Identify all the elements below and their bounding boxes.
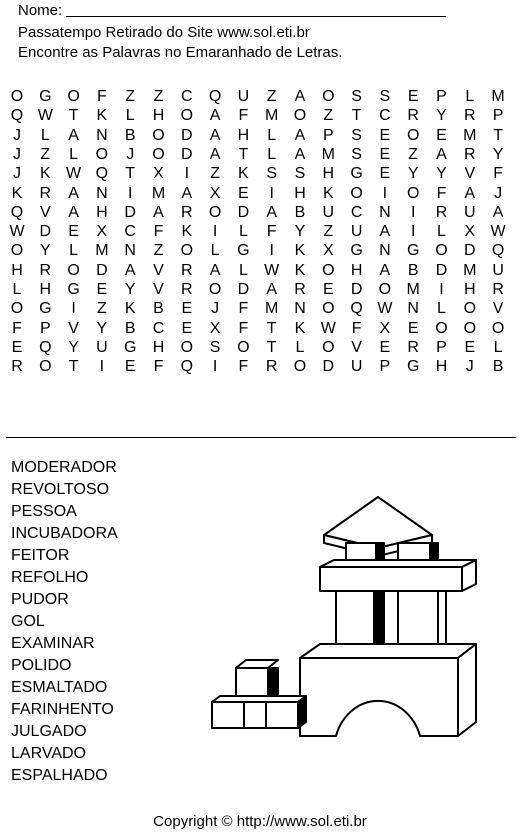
grid-letter: D	[435, 261, 448, 279]
grid-letter: K	[294, 242, 306, 260]
grid-letter: F	[493, 165, 503, 183]
grid-letter: E	[124, 358, 136, 376]
grid-letter: S	[266, 165, 278, 183]
word-list-item: ESPALHADO	[11, 767, 108, 784]
grid-letter: E	[379, 338, 391, 356]
grid-letter: E	[407, 88, 419, 105]
grid-letter: Y	[96, 319, 108, 337]
grid-letter: Q	[10, 107, 24, 125]
grid-letter: N	[96, 126, 108, 144]
grid-letter: E	[436, 126, 447, 144]
grid-letter: H	[152, 338, 165, 356]
grid-letter: F	[153, 223, 164, 241]
grid-letter: W	[320, 319, 336, 337]
grid-letter: I	[99, 358, 105, 376]
grid-letter: C	[152, 319, 165, 337]
grid-letter: Y	[294, 223, 306, 241]
grid-letter: Y	[39, 242, 51, 260]
grid-letter: H	[435, 358, 448, 376]
grid-letter: D	[350, 281, 363, 298]
page-subtitle: Passatempo Retirado do Site www.sol.eti.br	[18, 24, 310, 41]
grid-letter: J	[211, 300, 220, 318]
grid-letter: S	[379, 88, 391, 105]
word-list-item: GOL	[11, 613, 45, 630]
grid-letter: Q	[39, 338, 52, 356]
divider	[6, 437, 516, 438]
grid-letter: Z	[323, 223, 334, 241]
grid-letter: O	[152, 145, 165, 163]
grid-letter: R	[181, 203, 193, 221]
grid-letter: L	[437, 300, 446, 318]
grid-letter: F	[238, 300, 249, 318]
grid-letter: B	[124, 126, 136, 144]
grid-letter: F	[97, 88, 107, 105]
grid-letter: O	[293, 107, 307, 125]
instructions: Encontre as Palavras no Emaranhado de Letras.	[18, 44, 343, 61]
grid-letter: O	[350, 184, 363, 202]
word-list-item: LARVADO	[11, 745, 86, 762]
grid-letter: P	[436, 88, 447, 105]
grid-letter: I	[269, 242, 274, 260]
grid-letter: D	[181, 145, 193, 163]
grid-letter: Z	[153, 88, 164, 105]
grid-letter: Z	[40, 145, 51, 163]
grid-letter: Q	[491, 242, 505, 260]
grid-letter: E	[181, 300, 193, 318]
grid-letter: N	[124, 242, 136, 260]
grid-letter: O	[10, 242, 24, 260]
grid-letter: P	[322, 126, 334, 144]
grid-letter: I	[212, 223, 218, 241]
grid-letter: M	[321, 145, 335, 163]
grid-letter: G	[39, 88, 52, 105]
grid-letter: E	[407, 319, 419, 337]
grid-letter: B	[492, 358, 504, 376]
grid-letter: G	[350, 242, 363, 260]
grid-letter: L	[238, 223, 248, 241]
word-list-item: PESSOA	[11, 503, 77, 520]
grid-letter: R	[181, 281, 193, 298]
grid-letter: A	[181, 184, 193, 202]
copyright-footer: Copyright © http://www.sol.eti.br	[153, 813, 367, 830]
grid-letter: I	[71, 300, 76, 318]
grid-letter: A	[492, 203, 504, 221]
grid-letter: M	[491, 88, 505, 105]
grid-letter: R	[435, 203, 448, 221]
grid-letter: T	[238, 145, 249, 163]
grid-letter: I	[410, 223, 416, 241]
grid-letter: O	[10, 300, 24, 318]
grid-letter: L	[267, 126, 277, 144]
grid-letter: K	[39, 165, 51, 183]
grid-letter: W	[264, 261, 280, 279]
grid-letter: Q	[350, 300, 363, 318]
word-list-item: EXAMINAR	[11, 635, 95, 652]
grid-letter: P	[436, 338, 447, 356]
grid-letter: H	[39, 281, 52, 298]
grid-letter: T	[68, 107, 79, 125]
grid-letter: R	[294, 281, 306, 298]
grid-letter: O	[152, 126, 165, 144]
grid-letter: Z	[125, 88, 136, 105]
grid-letter: R	[492, 281, 504, 298]
grid-letter: W	[66, 165, 82, 183]
grid-letter: R	[11, 358, 23, 376]
grid-letter: E	[464, 338, 476, 356]
grid-letter: H	[464, 281, 476, 298]
grid-letter: H	[237, 126, 250, 144]
grid-letter: O	[322, 338, 335, 356]
grid-letter: V	[39, 203, 51, 221]
grid-letter: E	[379, 126, 391, 144]
grid-letter: V	[153, 261, 164, 279]
grid-letter: E	[96, 281, 108, 298]
word-list-item: POLIDO	[11, 657, 72, 674]
grid-letter: B	[124, 319, 136, 337]
grid-letter: Y	[492, 145, 504, 163]
grid-letter: U	[350, 223, 363, 241]
grid-letter: U	[322, 203, 335, 221]
grid-letter: I	[439, 281, 444, 298]
word-list-item: PUDOR	[11, 591, 69, 608]
grid-letter: O	[491, 319, 505, 337]
grid-letter: L	[69, 242, 79, 260]
grid-letter: E	[322, 281, 334, 298]
grid-letter: A	[379, 261, 391, 279]
grid-letter: U	[492, 261, 504, 279]
grid-letter: U	[464, 203, 476, 221]
grid-letter: F	[266, 223, 277, 241]
grid-letter: O	[67, 88, 80, 105]
grid-letter: N	[294, 300, 306, 318]
grid-letter: L	[69, 145, 79, 163]
grid-letter: O	[67, 261, 80, 279]
grid-letter: Y	[436, 107, 447, 125]
grid-letter: M	[265, 107, 279, 125]
grid-letter: A	[436, 145, 447, 163]
grid-letter: I	[212, 358, 218, 376]
grid-letter: J	[13, 145, 21, 163]
word-list-item: JULGADO	[11, 723, 87, 740]
grid-letter: J	[465, 358, 474, 376]
grid-letter: A	[68, 203, 79, 221]
grid-letter: C	[124, 223, 136, 241]
grid-letter: L	[12, 281, 22, 298]
grid-letter: J	[13, 165, 21, 183]
grid-letter: P	[492, 107, 504, 125]
grid-letter: G	[237, 242, 250, 260]
grid-letter: L	[437, 223, 446, 241]
grid-letter: A	[464, 184, 476, 202]
name-label: Nome:	[18, 2, 63, 19]
grid-letter: S	[351, 88, 362, 105]
grid-letter: Q	[95, 165, 109, 183]
grid-letter: A	[209, 126, 221, 144]
grid-letter: A	[153, 203, 164, 221]
grid-letter: L	[493, 338, 503, 356]
grid-letter: I	[410, 203, 416, 221]
grid-letter: F	[153, 358, 164, 376]
grid-letter: H	[11, 261, 23, 279]
grid-letter: A	[294, 145, 306, 163]
grid-letter: O	[378, 281, 392, 298]
grid-letter: D	[322, 358, 335, 376]
grid-letter: L	[40, 126, 50, 144]
grid-letter: A	[209, 261, 221, 279]
grid-letter: W	[37, 107, 53, 125]
grid-letter: O	[180, 107, 194, 125]
grid-letter: E	[181, 319, 193, 337]
grid-letter: D	[124, 203, 136, 221]
grid-letter: M	[265, 300, 279, 318]
grid-letter: U	[350, 358, 363, 376]
grid-letter: A	[266, 281, 278, 298]
grid-letter: K	[294, 261, 306, 279]
grid-letter: L	[267, 145, 277, 163]
grid-letter: V	[68, 319, 79, 337]
grid-letter: A	[68, 126, 79, 144]
grid-letter: O	[463, 300, 477, 318]
grid-letter: F	[436, 184, 447, 202]
grid-letter: N	[379, 203, 391, 221]
grid-letter: O	[10, 88, 24, 105]
grid-letter: K	[322, 184, 334, 202]
grid-letter: D	[39, 223, 52, 241]
grid-letter: R	[464, 107, 476, 125]
grid-letter: Y	[68, 338, 79, 356]
grid-letter: G	[350, 165, 363, 183]
grid-letter: H	[96, 203, 108, 221]
grid-letter: T	[493, 126, 503, 144]
grid-letter: O	[180, 338, 194, 356]
grid-letter: J	[13, 126, 21, 144]
grid-letter: O	[180, 242, 194, 260]
grid-letter: Y	[436, 165, 447, 183]
grid-letter: S	[351, 126, 362, 144]
grid-letter: O	[463, 319, 477, 337]
grid-letter: Y	[407, 165, 419, 183]
grid-letter: A	[379, 223, 391, 241]
grid-letter: K	[294, 319, 306, 337]
grid-letter: W	[490, 223, 506, 241]
grid-letter: J	[494, 184, 503, 202]
grid-letter: R	[464, 145, 476, 163]
grid-letter: G	[67, 281, 80, 298]
grid-letter: H	[322, 165, 335, 183]
grid-letter: C	[181, 88, 193, 105]
name-line	[66, 16, 446, 17]
toy-blocks-tower-icon	[206, 485, 482, 743]
grid-letter: D	[181, 126, 193, 144]
grid-letter: A	[294, 88, 306, 105]
word-list-item: REFOLHO	[11, 569, 89, 586]
grid-letter: X	[96, 223, 108, 241]
grid-letter: X	[153, 165, 164, 183]
grid-letter: Y	[124, 281, 136, 298]
word-list-item: FARINHENTO	[11, 701, 114, 718]
grid-letter: N	[407, 300, 419, 318]
grid-letter: Z	[210, 165, 220, 183]
grid-letter: A	[266, 203, 278, 221]
grid-letter: R	[39, 184, 52, 202]
grid-letter: E	[68, 223, 79, 241]
grid-letter: F	[12, 319, 22, 337]
grid-letter: C	[350, 203, 363, 221]
grid-letter: O	[406, 184, 420, 202]
grid-letter: K	[96, 107, 108, 125]
grid-letter: T	[125, 165, 136, 183]
grid-letter: D	[237, 281, 250, 298]
grid-letter: A	[209, 145, 221, 163]
grid-letter: M	[95, 242, 109, 260]
grid-letter: H	[294, 184, 306, 202]
grid-letter: A	[124, 261, 136, 279]
grid-letter: J	[126, 145, 135, 163]
grid-letter: R	[39, 261, 52, 279]
grid-letter: O	[95, 145, 109, 163]
grid-letter: K	[238, 165, 249, 183]
grid-letter: L	[238, 261, 248, 279]
grid-letter: R	[265, 358, 278, 376]
grid-letter: Q	[208, 88, 222, 105]
grid-letter: L	[295, 338, 305, 356]
grid-letter: O	[406, 126, 420, 144]
grid-letter: O	[208, 281, 222, 298]
grid-letter: A	[294, 126, 306, 144]
grid-letter: O	[237, 338, 250, 356]
grid-letter: I	[127, 184, 133, 202]
grid-letter: Z	[153, 242, 164, 260]
grid-letter: X	[464, 223, 476, 241]
grid-letter: R	[407, 338, 419, 356]
grid-letter: O	[322, 261, 335, 279]
grid-letter: D	[96, 261, 108, 279]
grid-letter: O	[322, 88, 335, 105]
grid-letter: S	[209, 338, 221, 356]
grid-letter: I	[184, 165, 190, 183]
grid-letter: D	[464, 242, 476, 260]
grid-letter: Z	[97, 300, 107, 318]
word-list-item: INCUBADORA	[11, 525, 118, 542]
grid-letter: G	[123, 338, 137, 356]
grid-letter: G	[406, 242, 420, 260]
grid-letter: F	[238, 358, 249, 376]
grid-letter: T	[266, 338, 277, 356]
grid-letter: U	[237, 88, 250, 105]
grid-letter: D	[237, 203, 250, 221]
grid-letter: T	[266, 319, 277, 337]
grid-letter: T	[351, 107, 362, 125]
grid-letter: F	[238, 107, 249, 125]
grid-letter: N	[96, 184, 108, 202]
grid-letter: O	[208, 203, 222, 221]
grid-letter: M	[406, 281, 420, 298]
grid-letter: H	[152, 107, 165, 125]
grid-letter: O	[293, 358, 307, 376]
grid-letter: B	[294, 203, 306, 221]
grid-letter: S	[351, 145, 362, 163]
grid-letter: O	[322, 300, 335, 318]
grid-letter: E	[11, 338, 23, 356]
word-list-item: REVOLTOSO	[11, 481, 110, 498]
grid-letter: Q	[10, 203, 24, 221]
word-list-item: MODERADOR	[11, 459, 117, 476]
word-list-item: ESMALTADO	[11, 679, 108, 696]
grid-letter: E	[379, 145, 391, 163]
grid-letter: L	[465, 88, 475, 105]
grid-letter: X	[322, 242, 334, 260]
grid-letter: K	[181, 223, 193, 241]
grid-letter: E	[238, 184, 249, 202]
grid-letter: Q	[180, 358, 194, 376]
grid-letter: W	[377, 300, 393, 318]
grid-letter: V	[464, 165, 476, 183]
grid-letter: B	[407, 261, 419, 279]
grid-letter: G	[39, 300, 52, 318]
grid-letter: L	[125, 107, 135, 125]
grid-letter: Z	[266, 88, 277, 105]
grid-letter: M	[463, 261, 477, 279]
grid-letter: M	[151, 184, 166, 202]
grid-letter: V	[153, 281, 164, 298]
grid-letter: P	[379, 358, 391, 376]
grid-letter: A	[209, 107, 221, 125]
grid-letter: Z	[408, 145, 419, 163]
grid-letter: W	[9, 223, 25, 241]
grid-letter: F	[238, 319, 249, 337]
grid-letter: F	[351, 319, 362, 337]
word-list-item: FEITOR	[11, 547, 70, 564]
grid-letter: S	[294, 165, 306, 183]
grid-letter: O	[39, 358, 52, 376]
grid-letter: R	[181, 261, 193, 279]
grid-letter: O	[435, 319, 448, 337]
grid-letter: T	[68, 358, 79, 376]
word-list	[11, 457, 118, 787]
grid-letter: R	[407, 107, 419, 125]
grid-letter: L	[210, 242, 220, 260]
grid-letter: A	[68, 184, 79, 202]
grid-letter: V	[492, 300, 504, 318]
grid-letter: K	[11, 184, 23, 202]
grid-letter: C	[379, 107, 391, 125]
grid-letter: P	[39, 319, 51, 337]
grid-letter: N	[379, 242, 391, 260]
grid-letter: O	[435, 242, 448, 260]
grid-letter: Z	[323, 107, 334, 125]
grid-letter: G	[406, 358, 420, 376]
grid-letter: H	[350, 261, 363, 279]
grid-letter: X	[379, 319, 391, 337]
grid-letter: M	[463, 126, 477, 144]
grid-letter: I	[382, 184, 388, 202]
grid-letter: U	[96, 338, 108, 356]
grid-letter: E	[379, 165, 391, 183]
grid-letter: X	[209, 319, 221, 337]
grid-letter: V	[351, 338, 362, 356]
grid-letter: K	[124, 300, 136, 318]
grid-letter: X	[209, 184, 221, 202]
grid-letter: I	[269, 184, 274, 202]
grid-letter: B	[153, 300, 164, 318]
